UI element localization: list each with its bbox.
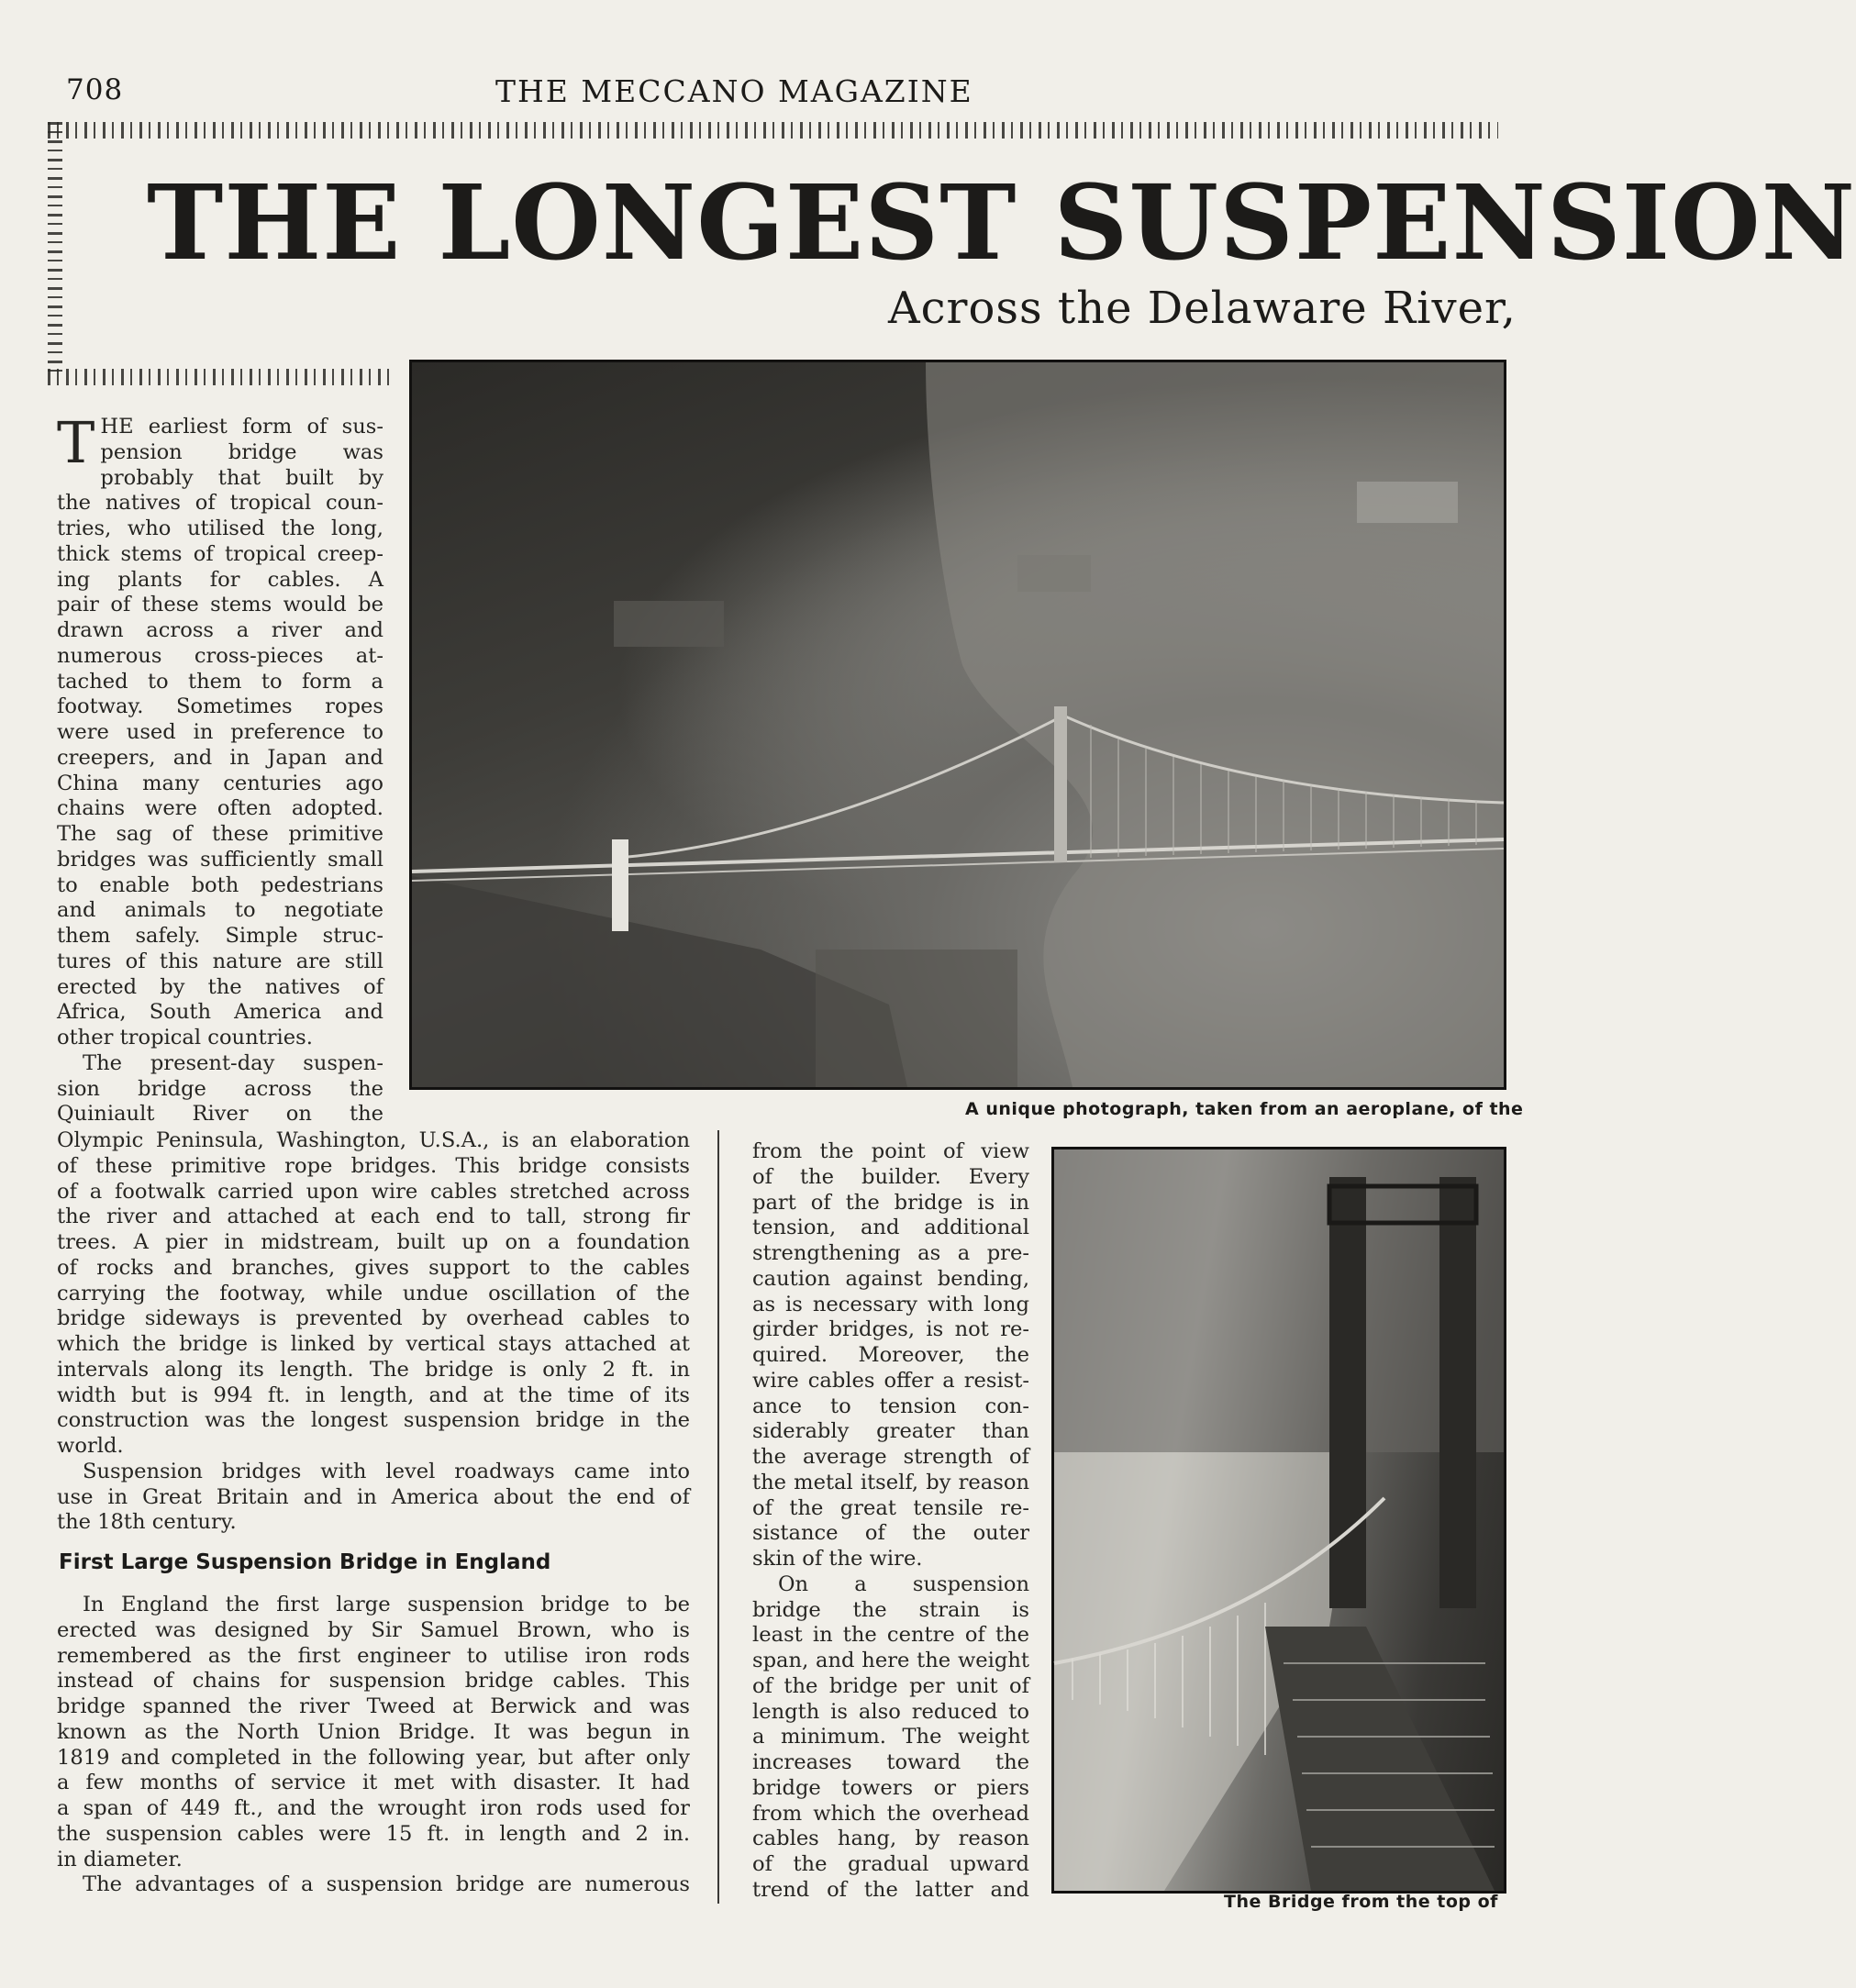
text-line: Olympic Peninsula, Washington, U.S.A., is an elaboration: [57, 1128, 690, 1152]
text-line: least in the centre of the: [752, 1623, 1029, 1648]
text-line: siderably greater than: [752, 1419, 1029, 1444]
bridge-photo-illustration: [1054, 1149, 1504, 1891]
text-line: them safely. Simple struc-: [57, 924, 383, 948]
text-line: tures of this nature are still: [57, 949, 383, 973]
running-head: THE MECCANO MAGAZINE: [495, 73, 973, 109]
text-line: The present-day suspen-: [83, 1050, 383, 1075]
text-line: caution against bending,: [752, 1266, 1029, 1291]
text-line: of rocks and branches, gives support to the cables: [57, 1255, 690, 1280]
text-line: pair of these stems would be: [57, 593, 383, 617]
text-line: thick stems of tropical creep-: [57, 541, 383, 566]
text-line: 1819 and completed in the following year, but after only: [57, 1745, 690, 1770]
text-line: were used in preference to: [57, 720, 383, 744]
article-title: THE LONGEST SUSPENSION: [147, 163, 1856, 283]
text-line: trend of the latter and: [752, 1877, 1029, 1902]
text-line: bridges was sufficiently small: [57, 847, 383, 872]
text-line: of these primitive rope bridges. This bridge consists: [57, 1153, 690, 1178]
text-line: tension, and additional: [752, 1216, 1029, 1240]
text-line: carrying the footway, while undue oscillation of the: [57, 1281, 690, 1305]
text-line: in diameter.: [57, 1847, 183, 1871]
paragraph-1: [57, 409, 383, 1051]
text-line: Quiniault River on the: [57, 1102, 383, 1127]
article-column-1-bottom: [57, 1128, 690, 1898]
bridge-tower-photo: [1051, 1147, 1506, 1894]
text-line: of a footwalk carried upon wire cables stretched across: [57, 1179, 690, 1204]
text-line: tached to them to form a: [57, 669, 383, 694]
text-line: quired. Moreover, the: [752, 1343, 1029, 1367]
text-line: use in Great Britain and in America about the end of: [57, 1484, 690, 1509]
text-line: from which the overhead: [752, 1801, 1029, 1826]
text-line: span, and here the weight: [752, 1649, 1029, 1672]
article-subtitle: Across the Delaware River,: [888, 283, 1517, 334]
text-line: length is also reduced to: [752, 1699, 1029, 1724]
text-line: of the bridge per unit of: [752, 1673, 1029, 1698]
text-line: from the point of view: [752, 1139, 1029, 1163]
text-line: chains were often adopted.: [57, 796, 383, 821]
text-line: which the bridge is linked by vertical stays attached at: [57, 1332, 690, 1356]
paragraph-5: [57, 1872, 690, 1898]
text-line: to enable both pedestrians: [57, 872, 383, 897]
text-line: the suspension cables were 15 ft. in length and 2 in.: [57, 1821, 690, 1846]
article-column-2: [752, 1139, 1029, 1904]
text-line: ance to tension con-: [752, 1394, 1029, 1418]
paragraph-4: [57, 1593, 690, 1872]
decorative-border-top: [48, 122, 1498, 139]
text-line: remembered as the first engineer to utilise iron rods: [57, 1643, 690, 1668]
text-line: wire cables offer a resist-: [752, 1368, 1029, 1393]
text-line: ing plants for cables. A: [57, 567, 383, 592]
text-line: and animals to negotiate: [57, 898, 383, 923]
text-line: sistance of the outer: [752, 1521, 1029, 1546]
text-line: probably that built by: [100, 465, 383, 490]
aerial-photo-caption: A unique photograph, taken from an aeroplane, of the: [965, 1099, 1524, 1119]
decorative-border-left: [48, 122, 62, 379]
paragraph-7: [752, 1572, 1029, 1904]
text-line: girder bridges, is not re-: [752, 1317, 1029, 1342]
text-line: Africa, South America and: [57, 1000, 383, 1025]
text-line: the metal itself, by reason: [752, 1470, 1029, 1494]
paragraph-3: [57, 1460, 690, 1536]
text-line: other tropical countries.: [57, 1026, 313, 1050]
text-line: the average strength of: [752, 1445, 1029, 1469]
text-line: known as the North Union Bridge. It was begun in: [57, 1719, 690, 1744]
text-line: Suspension bridges with level roadways came into: [83, 1459, 690, 1483]
text-line: bridge the strain is: [752, 1597, 1029, 1622]
text-line: of the great tensile re-: [752, 1495, 1029, 1520]
drop-cap: T: [57, 409, 95, 476]
text-line: of the builder. Every: [752, 1164, 1029, 1189]
text-line: bridge spanned the river Tweed at Berwick and was: [57, 1694, 690, 1718]
text-line: intervals along its length. The bridge is only 2 ft. in: [57, 1357, 690, 1382]
paragraph-2-start: [57, 1051, 383, 1127]
text-line: skin of the wire.: [752, 1547, 923, 1571]
text-line: cables hang, by reason: [752, 1827, 1029, 1851]
text-line: sion bridge across the: [57, 1076, 383, 1101]
text-line: a few months of service it met with disaster. It had: [57, 1771, 690, 1795]
text-line: On a suspension: [778, 1572, 1029, 1596]
text-line: creepers, and in Japan and: [57, 745, 383, 770]
text-line: as is necessary with long: [752, 1292, 1029, 1316]
text-line: increases toward the: [752, 1750, 1029, 1774]
text-line: trees. A pier in midstream, built up on a foundation: [57, 1230, 690, 1254]
text-line: In England the first large suspension bridge to be: [83, 1593, 690, 1616]
text-line: a span of 449 ft., and the wrought iron rods used for: [57, 1796, 690, 1820]
text-line: a minimum. The weight: [752, 1725, 1029, 1749]
aerial-bridge-photo: [409, 360, 1506, 1090]
text-line: width but is 994 ft. in length, and at the time of its: [57, 1383, 690, 1407]
bridge-photo-caption: The Bridge from the top of: [1224, 1892, 1498, 1912]
paragraph-6: [752, 1139, 1029, 1572]
text-line: HE earliest form of sus-: [100, 415, 383, 439]
text-line: part of the bridge is in: [752, 1190, 1029, 1215]
text-line: construction was the longest suspension bridge in the: [57, 1408, 690, 1433]
text-line: instead of chains for suspension bridge cables. This: [57, 1669, 690, 1694]
text-line: China many centuries ago: [57, 771, 383, 795]
text-line: The sag of these primitive: [57, 822, 383, 846]
text-line: footway. Sometimes ropes: [57, 694, 383, 719]
decorative-border-bottom: [48, 369, 389, 385]
article-column-1-top: [57, 409, 383, 1127]
text-line: world.: [57, 1434, 124, 1458]
paragraph-2-continued: [57, 1128, 690, 1460]
text-line: drawn across a river and: [57, 618, 383, 642]
text-line: numerous cross-pieces at-: [57, 643, 383, 668]
text-line: of the gradual upward: [752, 1852, 1029, 1876]
text-line: The advantages of a suspension bridge are numerous: [83, 1872, 690, 1897]
text-line: pension bridge was: [100, 439, 383, 464]
page-number: 708: [66, 73, 124, 106]
text-line: strengthening as a pre-: [752, 1241, 1029, 1265]
text-line: the natives of tropical coun-: [57, 491, 383, 516]
text-line: tries, who utilised the long,: [57, 516, 383, 540]
text-line: erected was designed by Sir Samuel Brown, who is: [57, 1617, 690, 1642]
text-line: bridge sideways is prevented by overhead cables to: [57, 1306, 690, 1331]
text-line: erected by the natives of: [57, 974, 383, 999]
text-line: the 18th century.: [57, 1510, 237, 1535]
section-subhead: First Large Suspension Bridge in England: [59, 1550, 551, 1574]
column-divider: [717, 1130, 719, 1904]
aerial-photo-illustration: [412, 362, 1504, 1087]
text-line: the river and attached at each end to tall, strong fir: [57, 1205, 690, 1229]
text-line: bridge towers or piers: [752, 1775, 1029, 1800]
